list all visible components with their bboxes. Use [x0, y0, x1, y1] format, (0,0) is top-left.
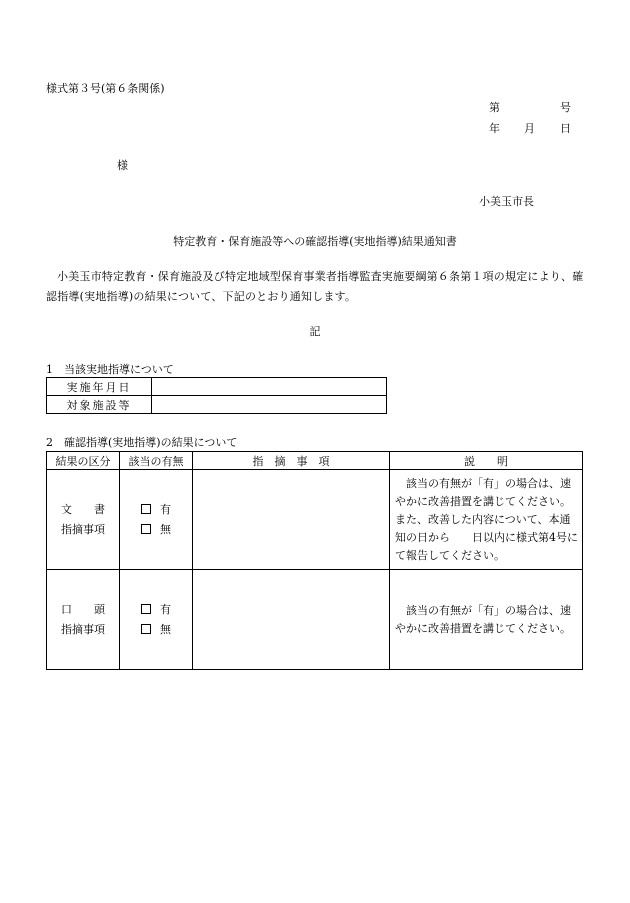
category-line: 指摘事項 [61, 622, 105, 636]
row-label: 実施年月日 [47, 378, 152, 396]
section1-heading: 1 当該実地指導について [46, 363, 174, 376]
table-row [47, 396, 387, 414]
category-cell [47, 570, 120, 670]
document-title: 特定教育・保育施設等への確認指導(実地指導)結果通知書 [173, 235, 457, 248]
no-checkbox[interactable] [141, 624, 151, 634]
results-table [46, 451, 583, 670]
explanation-cell: 該当の有無が「有」の場合は、速やかに改善措置を講じてください。また、改善した内容について、本通知の日から 日以内に様式第4号にて報告してください。 [390, 470, 583, 570]
yes-checkbox[interactable] [141, 504, 151, 514]
applicable-cell [120, 470, 193, 570]
applicable-cell [120, 570, 193, 670]
category-line: 文 書 [61, 502, 105, 516]
category-cell [47, 470, 120, 570]
column-header: 結果の区分 [47, 452, 120, 470]
addressee-suffix: 様 [117, 159, 128, 172]
points-cell[interactable] [193, 570, 390, 670]
explanation-cell: 該当の有無が「有」の場合は、速やかに改善措置を講じてください。 [390, 570, 583, 670]
yes-checkbox[interactable] [141, 604, 151, 614]
no-label: 無 [160, 522, 171, 536]
issuer: 小美玉市長 [479, 195, 534, 208]
row-label: 対象施設等 [47, 396, 152, 414]
number-prefix: 第 [489, 101, 500, 114]
column-header: 指 摘 事 項 [193, 452, 390, 470]
inspection-info-table [46, 377, 387, 414]
points-cell[interactable] [193, 470, 390, 570]
column-header: 該当の有無 [120, 452, 193, 470]
category-line: 口 頭 [61, 602, 105, 616]
date-day: 日 [560, 122, 571, 135]
date-month: 月 [524, 122, 535, 135]
yes-label: 有 [160, 502, 171, 516]
yes-label: 有 [160, 602, 171, 616]
column-header: 説 明 [390, 452, 583, 470]
body-text: 小美玉市特定教育・保育施設及び特定地域型保育事業者指導監査実施要綱第６条第１項の規定により、確認指導(実地指導)の結果について、下記のとおり通知します。 [46, 270, 584, 303]
number-suffix: 号 [560, 101, 571, 114]
table-row [47, 570, 583, 670]
ki-heading: 記 [309, 325, 321, 338]
table-row [47, 470, 583, 570]
no-checkbox[interactable] [141, 524, 151, 534]
row-value [152, 396, 387, 414]
no-label: 無 [160, 622, 171, 636]
table-row [47, 378, 387, 396]
row-value [152, 378, 387, 396]
form-number: 様式第３号(第６条関係) [46, 82, 165, 95]
section2-heading: 2 確認指導(実地指導)の結果について [46, 436, 238, 449]
table-header-row [47, 452, 583, 470]
category-line: 指摘事項 [61, 522, 105, 536]
date-year: 年 [489, 122, 500, 135]
